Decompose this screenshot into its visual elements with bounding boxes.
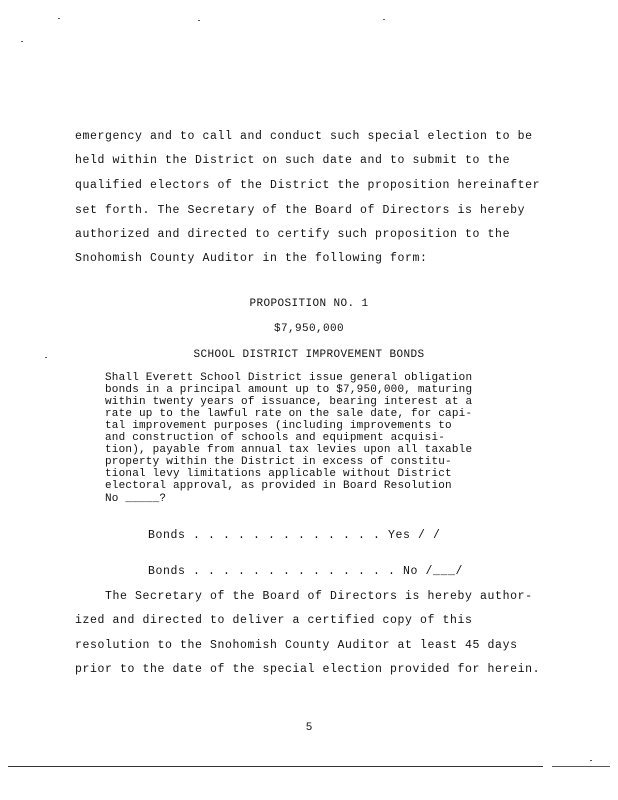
scan-speck bbox=[383, 19, 385, 20]
intro-line: held within the District on such date and to submit to the bbox=[75, 154, 511, 167]
proposition-line: rate up to the lawful rate on the sale date, for capi- bbox=[105, 408, 473, 420]
closing-line: resolution to the Snohomish County Auditor at least 45 days bbox=[75, 639, 518, 652]
intro-line: authorized and directed to certify such proposition to the bbox=[75, 228, 511, 241]
proposition-heading: PROPOSITION NO. 1 bbox=[249, 298, 369, 310]
scan-speck bbox=[590, 760, 592, 761]
scan-speck bbox=[198, 20, 200, 21]
page-number: 5 bbox=[305, 722, 313, 734]
closing-line: ized and directed to deliver a certified copy of this bbox=[75, 614, 473, 627]
intro-line: emergency and to call and conduct such special election to be bbox=[75, 130, 533, 143]
footer-rule bbox=[8, 766, 543, 767]
proposition-line: Shall Everett School District issue general obligation bbox=[105, 372, 473, 384]
closing-line: The Secretary of the Board of Directors is hereby author- bbox=[75, 590, 533, 603]
proposition-line: No _____? bbox=[105, 493, 167, 505]
intro-line: qualified electors of the District the proposition hereinafter bbox=[75, 179, 541, 192]
proposition-line: tional levy limitations applicable without District bbox=[105, 468, 452, 480]
proposition-title: SCHOOL DISTRICT IMPROVEMENT BONDS bbox=[193, 349, 425, 361]
proposition-line: tal improvement purposes (including improvements to bbox=[105, 420, 452, 432]
ballot-no-line: Bonds . . . . . . . . . . . . . . No /___/ bbox=[148, 565, 464, 578]
proposition-line: tion), payable from annual tax levies upon all taxable bbox=[105, 444, 473, 456]
intro-line: set forth. The Secretary of the Board of Directors is hereby bbox=[75, 204, 526, 217]
proposition-line: within twenty years of issuance, bearing interest at a bbox=[105, 396, 473, 408]
proposition-line: electoral approval, as provided in Board Resolution bbox=[105, 480, 452, 492]
proposition-line: and construction of schools and equipment acquisi- bbox=[105, 432, 446, 444]
intro-line: Snohomish County Auditor in the following form: bbox=[75, 252, 428, 265]
scan-speck bbox=[21, 41, 23, 42]
ballot-yes-line: Bonds . . . . . . . . . . . . . Yes / / bbox=[148, 529, 441, 542]
closing-line: prior to the date of the special election provided for herein. bbox=[75, 663, 541, 676]
scan-speck bbox=[58, 18, 60, 19]
proposition-line: property within the District in excess of constitu- bbox=[105, 456, 452, 468]
proposition-line: bonds in a principal amount up to $7,950,000, maturing bbox=[105, 384, 473, 396]
footer-rule-right bbox=[552, 766, 610, 767]
proposition-amount: $7,950,000 bbox=[273, 323, 344, 335]
